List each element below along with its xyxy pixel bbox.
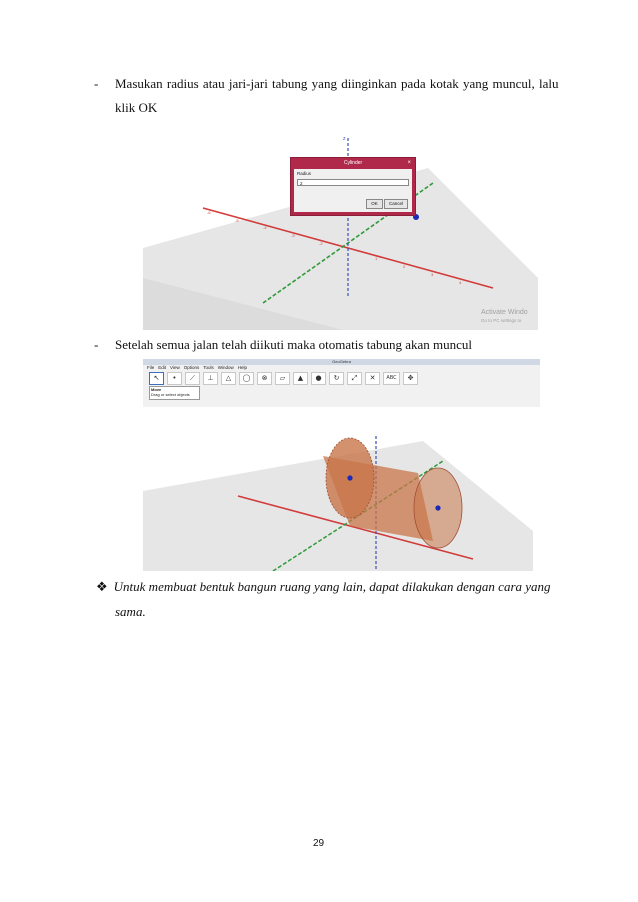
intersect-tool-icon[interactable]: ⊗ xyxy=(257,372,272,385)
perpendicular-tool-icon[interactable]: ⊥ xyxy=(203,372,218,385)
menu-options[interactable]: Options xyxy=(183,365,200,370)
polygon-tool-icon[interactable]: △ xyxy=(221,372,236,385)
page-number: 29 xyxy=(313,838,325,849)
center-point-a xyxy=(347,475,352,480)
close-icon[interactable]: × xyxy=(407,160,411,166)
diamond-bullet-icon: ❖ xyxy=(96,579,108,594)
svg-text:-6: -6 xyxy=(207,210,211,215)
menu-tools[interactable]: Tools xyxy=(203,365,214,370)
radius-value: 2 xyxy=(300,181,303,186)
menu-bar xyxy=(147,365,251,370)
dialog-body xyxy=(294,169,412,212)
watermark-line2: Go to PC settings to xyxy=(481,318,522,323)
dialog-title: Cylinder xyxy=(343,160,363,166)
translate-tool-icon[interactable]: ✕ xyxy=(365,372,380,385)
move-tooltip xyxy=(149,386,200,400)
pyramid-tool-icon[interactable]: ▲ xyxy=(293,372,308,385)
note-line1: Untuk membuat bentuk bangun ruang yang lain, dapat dilakukan dengan cara yang xyxy=(113,579,551,594)
note xyxy=(96,578,566,596)
sphere-tool-icon[interactable]: ● xyxy=(311,372,326,385)
svg-text:-4: -4 xyxy=(263,225,267,230)
step2-dash: - xyxy=(94,337,99,352)
rotate-tool-icon[interactable]: ↻ xyxy=(329,372,344,385)
text-tool-icon[interactable]: ABC xyxy=(383,372,400,385)
svg-text:-3: -3 xyxy=(291,233,295,238)
step2-text: Setelah semua jalan telah diikuti maka otomatis tabung akan muncul xyxy=(115,337,473,352)
svg-text:1: 1 xyxy=(375,256,378,261)
cancel-button[interactable]: Cancel xyxy=(384,199,408,209)
svg-text:z: z xyxy=(343,136,346,142)
reflect-tool-icon[interactable]: ⤢ xyxy=(347,372,362,385)
tool-row xyxy=(149,372,418,385)
cylinder-3d-view xyxy=(143,431,533,571)
step1-line1: Masukan radius atau jari-jari tabung yang diinginkan pada kotak yang muncul, lalu xyxy=(115,76,559,91)
step1-line2: klik OK xyxy=(115,100,158,115)
svg-text:4: 4 xyxy=(459,280,462,285)
radius-input[interactable] xyxy=(297,179,409,186)
menu-edit[interactable]: Edit xyxy=(158,365,167,370)
app-title: GeoGebra xyxy=(143,359,540,365)
point-tool-icon[interactable]: • xyxy=(167,372,182,385)
geogebra-toolbar-screenshot xyxy=(143,359,540,407)
watermark-line1: Activate Windo xyxy=(481,309,528,316)
plane-tool-icon[interactable]: ▱ xyxy=(275,372,290,385)
menu-view[interactable]: View xyxy=(170,365,180,370)
svg-text:2: 2 xyxy=(403,264,406,269)
move-view-tool-icon[interactable]: ✥ xyxy=(403,372,418,385)
circle-tool-icon[interactable]: ◯ xyxy=(239,372,254,385)
menu-window[interactable]: Window xyxy=(217,365,234,370)
move-tool-icon[interactable]: ↖ xyxy=(149,372,164,385)
note-line2: sama. xyxy=(115,604,146,619)
menu-file[interactable]: File xyxy=(147,365,155,370)
geogebra-3d-view-dialog xyxy=(143,128,538,330)
tooltip-desc: Drag or select objects xyxy=(151,392,190,397)
menu-help[interactable]: Help xyxy=(237,365,248,370)
ok-button[interactable]: OK xyxy=(366,199,383,209)
line-tool-icon[interactable]: ⟋ xyxy=(185,372,200,385)
svg-text:3: 3 xyxy=(431,272,434,277)
center-point-b xyxy=(435,505,440,510)
step1-dash: - xyxy=(94,76,99,91)
geogebra-cylinder-view xyxy=(143,431,533,571)
dialog-titlebar xyxy=(291,158,415,168)
svg-text:-5: -5 xyxy=(235,218,239,223)
radius-label: Radius xyxy=(297,171,312,176)
app-toolbar xyxy=(143,359,540,407)
cylinder-dialog xyxy=(290,157,416,216)
svg-text:-2: -2 xyxy=(319,241,323,246)
tooltip-title: Move xyxy=(151,387,162,392)
